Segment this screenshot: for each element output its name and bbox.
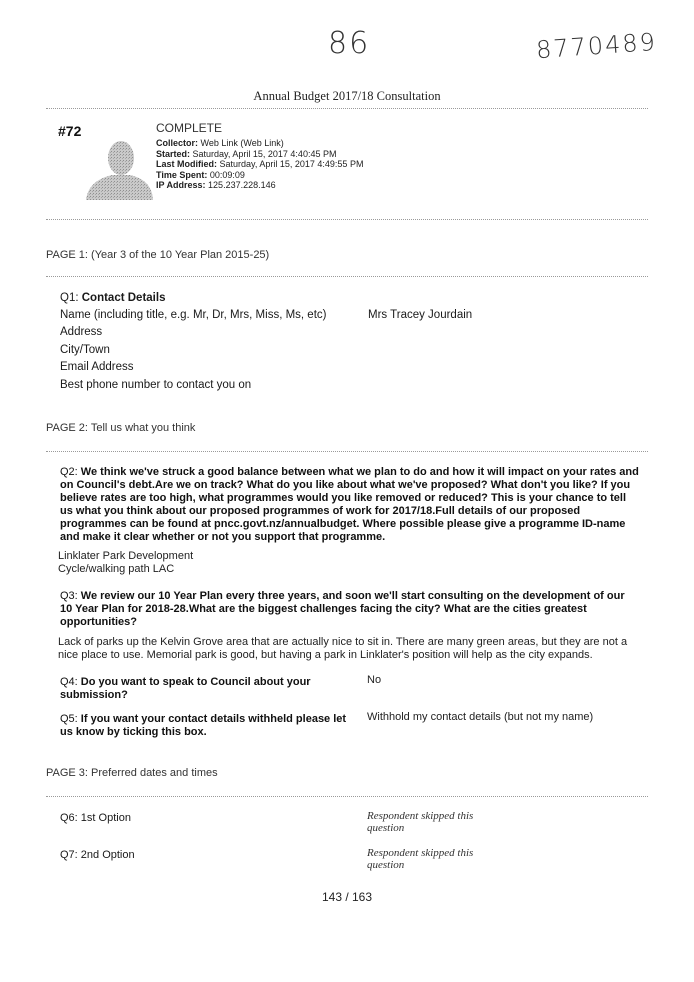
q7-label <box>60 849 135 861</box>
q3-answer <box>58 636 627 662</box>
q2-number: Q2: <box>60 466 78 478</box>
q3-answer-line: nice place to use. Memorial park is good, but having a park in Linklater's position will help as the city expands. <box>58 649 593 661</box>
field-label-name: Name (including title, e.g. Mr, Dr, Mrs, Miss, Ms, etc) <box>60 309 327 321</box>
ip-address-value: 125.237.228.146 <box>208 180 276 190</box>
document-title: Annual Budget 2017/18 Consultation <box>253 89 441 103</box>
collector-row <box>156 138 363 149</box>
q7-number: Q7: <box>60 849 78 861</box>
q6-label <box>60 812 131 824</box>
q1-heading <box>60 292 165 304</box>
field-value-name: Mrs Tracey Jourdain <box>368 309 473 321</box>
q5-question <box>60 713 360 739</box>
q1-number: Q1: <box>60 292 79 304</box>
ip-address-row <box>156 180 363 191</box>
modified-row <box>156 159 363 170</box>
collector-value: Web Link (Web Link) <box>200 138 284 148</box>
started-value: Saturday, April 15, 2017 4:40:45 PM <box>192 148 337 159</box>
q2-question <box>60 466 660 544</box>
page-number: 143 / 163 <box>321 890 373 904</box>
started-label: Started: <box>156 148 191 159</box>
q6-text: 1st Option <box>80 812 131 824</box>
q2-line: on Council's debt.Are we on track? What do you like about what we've proposed? What don't you like? If you <box>60 479 631 491</box>
started-row <box>156 149 363 160</box>
handwritten-reference-number: 8770489 <box>535 27 658 65</box>
q2-line <box>60 466 660 479</box>
q4-line-text: Do you want to speak to Council about your <box>80 676 311 688</box>
modified-label: Last Modified: <box>156 159 217 169</box>
q4-question <box>60 676 360 702</box>
q3-line-text: We review our 10 Year Plan every three years, and soon we'll start consulting on the development of our <box>80 590 625 602</box>
divider <box>46 276 648 277</box>
q3-line <box>60 590 660 603</box>
page-3-header: PAGE 3: Preferred dates and times <box>46 767 218 779</box>
time-spent-value: 00:09:09 <box>209 169 245 180</box>
q3-number: Q3: <box>60 590 78 602</box>
q2-answer-line: Linklater Park Development <box>58 550 194 562</box>
collector-label: Collector: <box>156 138 199 148</box>
response-number: #72 <box>58 123 82 139</box>
q2-line-text: We think we've struck a good balance between what we plan to do and how it will impact on your rates and <box>80 466 639 478</box>
q6-number: Q6: <box>60 812 78 824</box>
q7-text: 2nd Option <box>80 849 135 861</box>
q7-answer <box>367 847 473 871</box>
q4-number: Q4: <box>60 676 78 688</box>
field-label-address: Address <box>60 326 103 338</box>
q4-answer: No <box>367 674 382 686</box>
response-metadata <box>156 138 363 191</box>
q6-answer-line: question <box>367 822 405 834</box>
field-label-phone: Best phone number to contact you on <box>60 379 252 391</box>
q7-answer-line: question <box>367 859 405 871</box>
ip-address-label: IP Address: <box>156 180 206 190</box>
avatar-placeholder-icon <box>84 136 154 200</box>
time-spent-row <box>156 170 363 181</box>
q3-line: 10 Year Plan for 2018-28.What are the biggest challenges facing the city? What are the cities greatest <box>60 603 587 615</box>
divider <box>46 451 648 452</box>
q6-answer <box>367 810 473 834</box>
q2-line: programmes can be found at pncc.govt.nz/annualbudget. Where possible please give a programme ID-name <box>60 518 626 530</box>
divider <box>46 108 648 109</box>
q3-line: opportunities? <box>60 616 137 628</box>
q4-line <box>60 676 360 689</box>
q4-line: submission? <box>60 689 128 701</box>
field-label-email: Email Address <box>60 361 134 373</box>
q5-line: us know by ticking this box. <box>60 726 207 738</box>
q5-line <box>60 713 360 726</box>
q3-answer-line: Lack of parks up the Kelvin Grove area that are actually nice to sit in. There are many green areas, but they are not a <box>58 636 628 648</box>
divider <box>46 219 648 220</box>
time-spent-label: Time Spent: <box>156 169 208 180</box>
response-status: COMPLETE <box>156 121 223 135</box>
q5-answer: Withhold my contact details (but not my name) <box>367 711 594 723</box>
q2-answer <box>58 550 193 576</box>
q3-question <box>60 590 660 629</box>
q2-line: us what you think about our proposed programmes of work for 2017/18.Full details of our proposed <box>60 505 581 517</box>
field-label-city: City/Town <box>60 344 110 356</box>
q1-title: Contact Details <box>81 292 166 304</box>
q6-answer-line: Respondent skipped this <box>367 810 474 822</box>
divider <box>46 796 648 797</box>
page-1-header: PAGE 1: (Year 3 of the 10 Year Plan 2015-25) <box>46 249 270 261</box>
q2-answer-line: Cycle/walking path LAC <box>58 563 175 575</box>
page-2-header: PAGE 2: Tell us what you think <box>46 422 196 434</box>
modified-value: Saturday, April 15, 2017 4:49:55 PM <box>219 159 364 169</box>
q7-answer-line: Respondent skipped this <box>367 847 474 859</box>
q2-line: believe rates are too high, what programmes would you like removed or reduced? This is your chance to tell <box>60 492 627 504</box>
q5-line-text: If you want your contact details withheld please let <box>80 713 347 725</box>
q2-line: and make it clear whether or not you support that programme. <box>60 531 386 543</box>
q5-number: Q5: <box>60 713 78 725</box>
handwritten-page-number: 86 <box>328 26 371 61</box>
